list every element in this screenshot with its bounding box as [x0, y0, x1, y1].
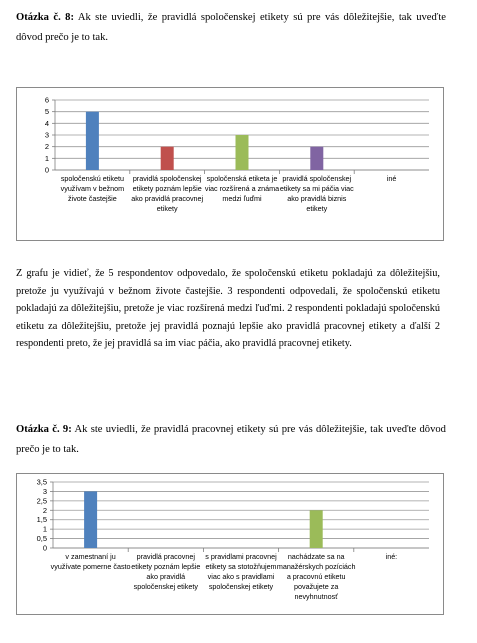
y-tick-label: 5: [44, 107, 49, 117]
bar: [310, 510, 323, 548]
question-8: [16, 8, 446, 47]
chart-question-8-svg: [17, 88, 443, 240]
y-tick-label: 1,5: [36, 515, 47, 525]
y-tick-label: 3: [44, 130, 49, 140]
x-category-label: pravidlá pracovnej etikety poznám lepšie ako pravidlá spoločenskej etikety: [131, 552, 201, 591]
question-8-number: Otázka č. 8:: [16, 12, 74, 23]
x-category-label: s pravidlami pracovnej etikety sa stotožňujem viac ako s pravidlami spoločenskej etikety: [205, 552, 277, 591]
x-category-label: iné:: [385, 552, 398, 561]
y-tick-label: 2: [44, 142, 49, 152]
y-tick-label: 2,5: [36, 496, 47, 506]
question-9-number: Otázka č. 9:: [16, 424, 72, 435]
chart-question-9: [16, 473, 444, 615]
y-tick-label: 0: [42, 543, 47, 553]
question-9-text: Ak ste uviedli, že pravidlá pracovnej etikety sú pre vás dôležitejšie, tak uveďte dôvod prečo je to tak.: [16, 424, 446, 455]
y-tick-label: 2: [42, 505, 47, 515]
chart-question-8: [16, 87, 444, 241]
question-8-text: Ak ste uviedli, že pravidlá spoločenskej etikety sú pre vás dôležitejšie, tak uveďte dôvod prečo je to tak.: [16, 12, 447, 43]
y-tick-label: 1: [42, 524, 47, 534]
question-9: [16, 420, 446, 459]
y-tick-label: 0,5: [36, 534, 47, 544]
y-tick-label: 3: [42, 486, 47, 496]
bar: [86, 112, 99, 170]
x-category-label: pravidlá spoločenskej etikety sa mi páčia viac ako pravidlá biznis etikety: [279, 174, 354, 213]
x-category-label: spoločenskú etiketu využívam v bežnom živote častejšie: [60, 174, 125, 203]
x-category-label: pravidlá spoločenskej etikety poznám lepšie ako pravidlá pracovnej etikety: [131, 174, 204, 213]
x-category-label: iné: [386, 174, 397, 183]
y-tick-label: 3,5: [36, 477, 47, 487]
bar: [236, 135, 249, 170]
x-category-label: nachádzate sa na manažérskych pozíciách a pracovnú etiketu považujete za nevyhnutnosť: [276, 552, 356, 601]
bar: [84, 491, 97, 548]
bar: [310, 147, 323, 170]
y-tick-label: 1: [44, 153, 49, 163]
bar: [161, 147, 174, 170]
y-tick-label: 0: [44, 165, 49, 175]
paragraph-question-8-analysis: Z grafu je vidieť, že 5 respondentov odpovedalo, že spoločenskú etiketu pokladajú za dôležitejšiu, pretože ju využívajú v bežnom živote častejšie. 3 respondenti odpovedali, že spoločenskú etiketu pokladajú za dôležitejšiu, pretože je viac rozšírená medzi ľuďmi. 2 respondenti pokladajú spoločenskú etiketu za dôležitejšiu, pretože jej pravidlá poznajú lepšie ako pravidlá pracovnej etikety a ďalší 2 respondenti preto, že jej pravidlá sa im viac páčia, ako pravidlá pracovnej etikety.: [16, 268, 440, 350]
x-category-label: spoločenská etiketa je viac rozšírená a známa medzi ľuďmi: [204, 174, 280, 203]
y-tick-label: 4: [44, 118, 49, 128]
y-tick-label: 6: [44, 95, 49, 105]
chart-question-9-svg: [17, 474, 443, 614]
x-category-label: v zamestnaní ju využívate pomerne často: [50, 552, 131, 571]
